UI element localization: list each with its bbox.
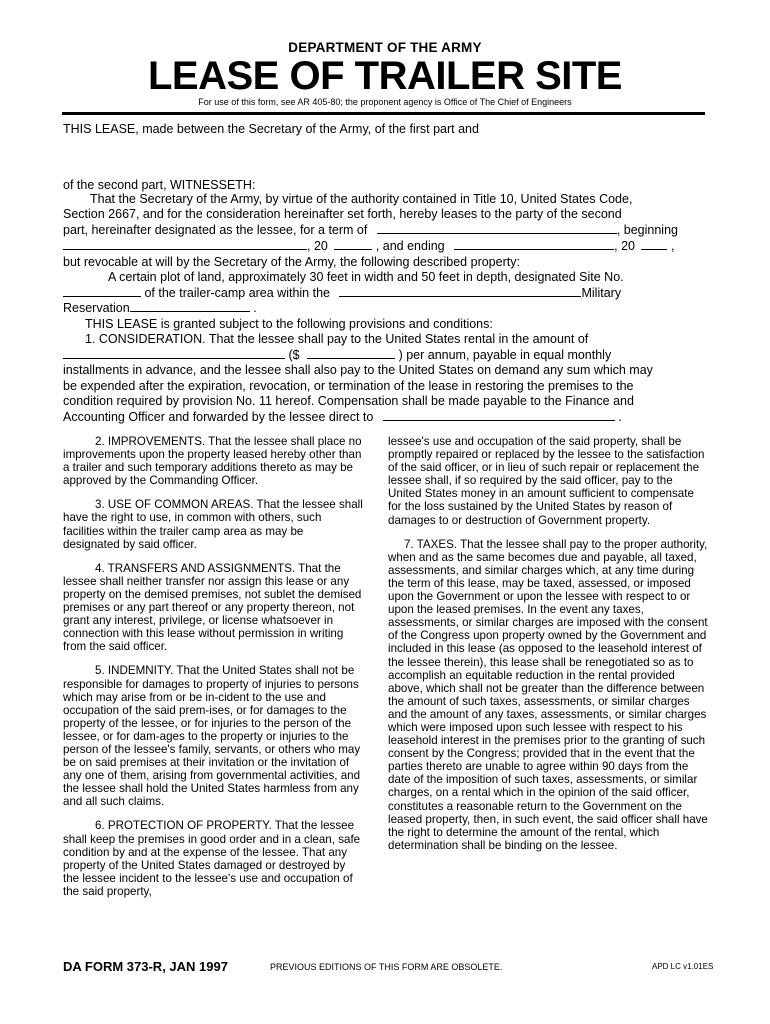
body-line-7: A certain plot of land, approximately 30 feet in width and 50 feet in depth, designated Site No. <box>108 270 624 284</box>
begin-year-label: , 20 <box>307 239 328 253</box>
protection-continued-paragraph: lessee's use and occupation of the said property, shall be promptly repaired or replaced by the lessee to the satisfaction of the said officer, or in lieu of such repair or replacement the lessee shall, if so required by the said officer, pay to the United States money in an amount sufficient to compensate for the loss sustained by the United States by reason of damages to or destruction of Government property. <box>388 435 705 527</box>
header-divider <box>62 112 705 115</box>
improvements-paragraph: 2. IMPROVEMENTS. That the lessee shall place no improvements upon the property leased hereby other than a trailer and such temporary additions thereto as may be approved by the Commanding Officer. <box>63 435 362 488</box>
accounting-period: . <box>618 410 622 424</box>
indemnity-paragraph: 5. INDEMNITY. That the United States shall not be responsible for damages to property of injuries to persons which may arise from or be in-cident to the use and occupation of the said prem-ises, or for damages to the property of the lessee, or for injuries to the person of the lessee, or for dam-ages to the property or injuries to the person of the lessee's family, servants, or others who may be on said premises at their invitation or the invitation of any one of them, arising from governmental activities, and the lessee shall hold the United States harmless from any and all such claims. <box>63 664 361 809</box>
term-field[interactable] <box>377 222 617 234</box>
forward-to-field[interactable] <box>383 409 615 421</box>
body-line-6: but revocable at will by the Secretary of the Army, the following described property: <box>63 255 520 269</box>
accounting-label: Accounting Officer and forwarded by the lessee direct to <box>63 410 374 424</box>
body-line-4 <box>63 222 678 238</box>
begin-date-field[interactable] <box>63 238 307 250</box>
end-year-field[interactable] <box>641 238 667 250</box>
form-use-note: For use of this form, see AR 405-80; the proponent agency is Office of The Chief of Engineers <box>198 97 572 107</box>
reservation-label: Reservation <box>63 301 130 315</box>
trailer-camp-label: of the trailer-camp area within the <box>144 286 330 300</box>
dollar-label: ($ <box>288 348 300 362</box>
end-date-field[interactable] <box>454 238 614 250</box>
body-line-1: of the second part, WITNESSETH: <box>63 178 256 192</box>
version-code: APD LC v1.01ES <box>652 962 714 971</box>
body-line-8 <box>63 285 621 301</box>
body-line-10: THIS LEASE is granted subject to the following provisions and conditions: <box>85 317 493 331</box>
body-line-15: condition required by provision No. 11 hereof. Compensation shall be made payable to the Finance and <box>63 394 634 408</box>
per-annum-label: ) per annum, payable in equal monthly <box>398 348 612 362</box>
body-line-16 <box>63 409 622 425</box>
form-number: DA FORM 373-R, JAN 1997 <box>63 959 228 974</box>
end-comma: , <box>670 239 675 253</box>
obsolete-notice: PREVIOUS EDITIONS OF THIS FORM ARE OBSOLETE. <box>270 962 503 972</box>
rental-amount-field[interactable] <box>307 347 395 359</box>
military-label: Military <box>581 286 622 300</box>
body-line-9 <box>63 300 257 316</box>
taxes-paragraph: 7. TAXES. That the lessee shall pay to the proper authority, when and as the same becomes due and payable, all taxed, assessments, and similar charges which, at any time during the term of this lease, may be taxed, assessed, or imposed upon the Government or upon the lessee with respect to or upon the leased premises. In the event any taxes, assessments, or similar charges are imposed with the consent of the Congress upon property owned by the Government and included in this lease (as opposed to the leasehold interest of the lessee therein), this lease shall be renegotiated so as to accomplish an equitable reduction in the rental provided above, which shall not be greater than the difference between the amount of such taxes, assessments, or similar charges and the amount of any taxes, assessments, or similar charges which were imposed upon such lessee with respect to his leasehold interest in the premises prior to the granting of such consent by the Congress; provided that in the event that the parties thereto are unable to agree within 90 days from the date of the imposition of such taxes, assessments, or similar charges, on a rental which in the opinion of the said officer, constitutes a reasonable return to the Government on the leased property, then, in such event, the said officer shall have the right to determine the amount of the rental, which determination shall be binding on the lessee. <box>388 537 708 852</box>
installation-field[interactable] <box>339 285 581 297</box>
intro-line: THIS LEASE, made between the Secretary of the Army, of the first part and <box>63 122 479 136</box>
common-areas-paragraph: 3. USE OF COMMON AREAS. That the lessee shall have the right to use, in common with others, such facilities within the trailer camp area as may be designated by said officer. <box>63 498 363 551</box>
left-column <box>63 435 363 909</box>
body-line-14: be expended after the expiration, revocation, or termination of the lease in restoring the premises to the <box>63 379 634 393</box>
form-title: LEASE OF TRAILER SITE <box>148 54 622 98</box>
body-line-12 <box>63 347 611 363</box>
end-year-label: , 20 <box>614 239 635 253</box>
right-column <box>388 435 708 863</box>
site-number-field[interactable] <box>63 285 141 297</box>
transfers-paragraph: 4. TRANSFERS AND ASSIGNMENTS. That the lessee shall neither transfer nor assign this lease or any property on the demised premises, not sublet the demised premises or any part thereof or any property thereon, not grant any interest, privilege, or license whatsoever in connection with this lease without permission in writing from the said officer. <box>63 561 362 654</box>
term-label: part, hereinafter designated as the lessee, for a term of <box>63 223 368 237</box>
protection-paragraph: 6. PROTECTION OF PROPERTY. That the lessee shall keep the premises in good order and in a clean, safe condition by and at the expense of the lessee. That any property of the United States damaged or destroyed by the lessee incident to the lessee's use and occupation of the said property, <box>63 819 361 898</box>
department-heading: DEPARTMENT OF THE ARMY <box>288 40 482 55</box>
reservation-period: . <box>253 301 257 315</box>
beginning-label: , beginning <box>616 223 678 237</box>
rental-words-field[interactable] <box>63 347 285 359</box>
body-line-2: That the Secretary of the Army, by virtue of the authority contained in Title 10, United States Code, <box>90 192 633 206</box>
ending-label: , and ending <box>375 239 445 253</box>
reservation-field[interactable] <box>130 300 250 312</box>
body-line-13: installments in advance, and the lessee shall also pay to the United States on demand any sum which may <box>63 363 653 377</box>
body-line-5 <box>63 238 674 254</box>
body-line-3: Section 2667, and for the consideration hereinafter set forth, hereby leases to the party of the second <box>63 207 622 221</box>
begin-year-field[interactable] <box>334 238 372 250</box>
consideration-line: 1. CONSIDERATION. That the lessee shall pay to the United States rental in the amount of <box>85 332 589 346</box>
